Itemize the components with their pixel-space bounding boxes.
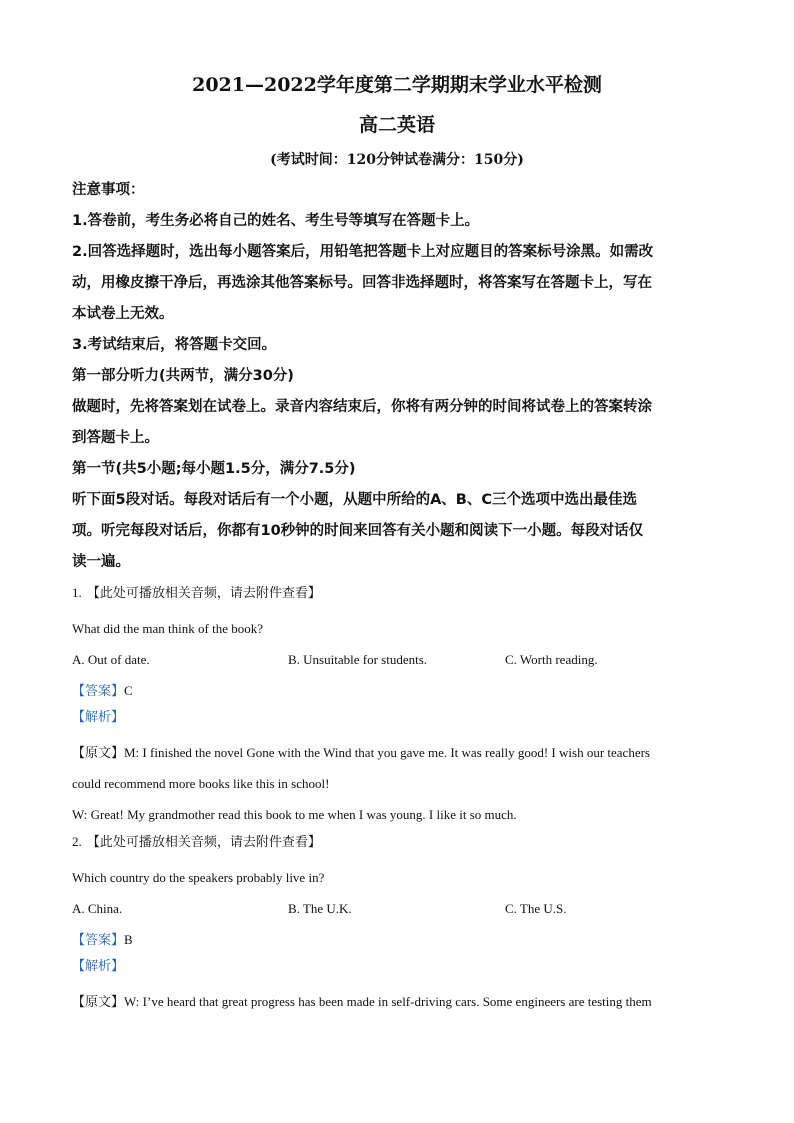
- question-number: 2.: [72, 834, 82, 849]
- note-item-3: 3.考试结束后，将答题卡交回。: [72, 337, 277, 353]
- question-1-options: [72, 644, 722, 675]
- note-item-2-line-1: 2.回答选择题时，选出每小题答案后，用铅笔把答题卡上对应题目的答案标号涂黑。如需改: [72, 244, 654, 260]
- question-2: [72, 831, 722, 893]
- analysis-tag: 【解析】: [72, 710, 125, 725]
- section1-instruction-line-1: 听下面5段对话。每段对话后有一个小题，从题中所给的A、B、C三个选项中选出最佳选: [72, 492, 638, 508]
- note-item-2-line-2: 动，用橡皮擦干净后，再选涂其他答案标号。回答非选择题时，将答案写在答题卡上，写在: [72, 275, 652, 291]
- answer-tag: 【答案】: [72, 684, 125, 699]
- question-2-answer-block: [72, 924, 722, 1017]
- original-tag: 【原文】: [72, 746, 125, 761]
- part1-instruction-line-1: 做题时，先将答案划在试卷上。录音内容结束后，你将有两分钟的时间将试卷上的答案转涂: [72, 399, 652, 415]
- option-a: A. Out of date.: [72, 652, 150, 667]
- original-tag: 【原文】: [72, 995, 125, 1010]
- audio-placeholder[interactable]: 【此处可播放相关音频，请去附件查看】: [86, 835, 321, 850]
- part1-heading: 第一部分听力(共两节，满分30分): [72, 368, 294, 384]
- note-item-2-line-3: 本试卷上无效。: [72, 306, 174, 322]
- audio-placeholder[interactable]: 【此处可播放相关音频，请去附件查看】: [86, 586, 321, 601]
- option-c: C. Worth reading.: [505, 652, 598, 667]
- section1-instruction-line-3: 读一遍。: [72, 554, 130, 570]
- option-b: B. Unsuitable for students.: [288, 652, 428, 667]
- original-text-line-1: M: I finished the novel Gone with the Wind that you gave me. It was really good! I wish our teachers: [124, 745, 650, 760]
- exam-title: 2021—2022学年度第二学期期末学业水平检测: [192, 74, 602, 96]
- question-stem: Which country do the speakers probably live in?: [72, 870, 325, 885]
- question-1: [72, 582, 722, 644]
- question-number: 1.: [72, 585, 82, 600]
- exam-info: (考试时间：120分钟试卷满分：150分): [270, 152, 524, 168]
- answer-tag: 【答案】: [72, 933, 125, 948]
- section1-heading: 第一节(共5小题;每小题1.5分，满分7.5分): [72, 461, 356, 477]
- original-text-line-3: W: Great! My grandmother read this book to me when I was young. I like it so much.: [72, 807, 517, 822]
- notes-heading: 注意事项：: [72, 182, 145, 198]
- question-2-options: [72, 893, 722, 924]
- option-c: C. The U.S.: [505, 901, 567, 916]
- answer-value: C: [124, 683, 133, 698]
- option-a: A. China.: [72, 901, 123, 916]
- notes-section: [72, 175, 722, 578]
- section1-instruction-line-2: 项。听完每段对话后，你都有10秒钟的时间来回答有关小题和阅读下一小题。每段对话仅: [72, 523, 644, 539]
- question-stem: What did the man think of the book?: [72, 621, 263, 636]
- analysis-tag: 【解析】: [72, 959, 125, 974]
- question-1-answer-block: [72, 675, 722, 830]
- original-text-line-1: W: I’ve heard that great progress has been made in self-driving cars. Some engineers are testing them: [124, 994, 652, 1009]
- part1-instruction-line-2: 到答题卡上。: [72, 430, 159, 446]
- note-item-1: 1.答卷前，考生务必将自己的姓名、考生号等填写在答题卡上。: [72, 213, 480, 229]
- answer-value: B: [124, 932, 133, 947]
- option-b: B. The U.K.: [288, 901, 352, 916]
- exam-subtitle: 高二英语: [358, 114, 435, 136]
- original-text-line-2: could recommend more books like this in school!: [72, 776, 330, 791]
